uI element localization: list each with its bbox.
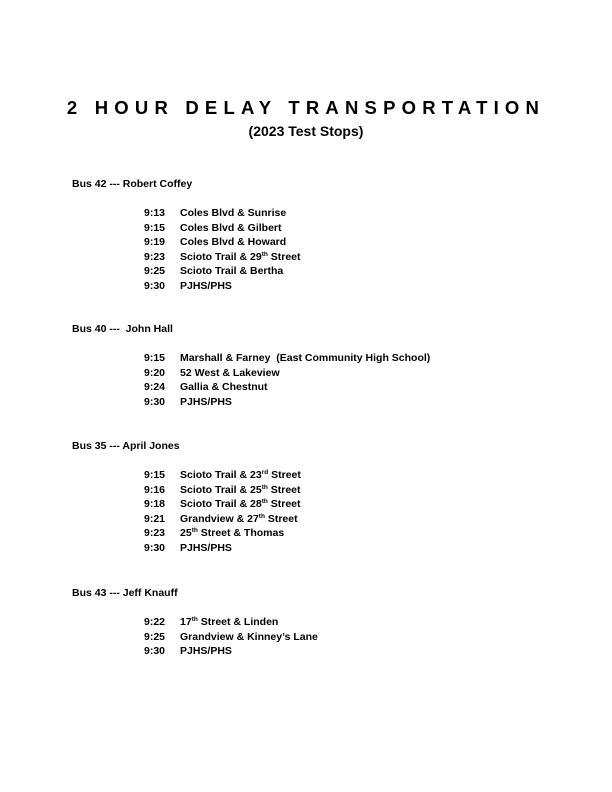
stop-time: 9:23: [144, 527, 166, 540]
stop-time: 9:20: [144, 366, 166, 379]
bus-header: Bus 43 --- Jeff Knauff: [72, 587, 178, 599]
stop-location: Marshall & Farney (East Community High School): [180, 352, 431, 364]
stop-row: [144, 235, 301, 250]
stop-list: [144, 615, 318, 659]
bus-section: [72, 586, 318, 659]
stop-location: 52 West & Lakeview: [180, 366, 280, 379]
stop-time: 9:30: [144, 645, 166, 658]
stop-row: [144, 512, 301, 527]
stop-row: [144, 250, 301, 265]
stop-time: 9:18: [144, 498, 166, 511]
stop-time: 9:30: [144, 541, 166, 554]
stop-time: 9:25: [144, 630, 166, 643]
stop-row: [144, 279, 301, 294]
stop-time: 9:25: [144, 265, 166, 278]
stop-row: [144, 630, 318, 645]
stop-list: [144, 351, 430, 409]
stop-location: Coles Blvd & Howard: [180, 236, 287, 249]
stop-time: 9:13: [144, 207, 166, 219]
stop-row: [144, 206, 301, 221]
stop-row: [144, 541, 301, 556]
bus-section: [72, 322, 430, 409]
stop-time: 9:21: [144, 512, 166, 525]
bus-header: Bus 35 --- April Jones: [72, 440, 180, 452]
bus-header: Bus 42 --- Robert Coffey: [72, 178, 193, 190]
page-subtitle: (2023 Test Stops): [248, 123, 364, 139]
stop-time: 9:30: [144, 395, 166, 408]
stop-location: Grandview & 27th Street: [180, 512, 298, 525]
stop-row: [144, 395, 430, 410]
stop-location: Scioto Trail & 23rd Street: [180, 469, 301, 481]
stop-time: 9:24: [144, 381, 166, 394]
stop-location: Scioto Trail & 29th Street: [180, 250, 301, 263]
stop-row: [144, 615, 318, 630]
stop-time: 9:30: [144, 279, 166, 292]
stop-list: [144, 468, 301, 556]
stop-location: 17th Street & Linden: [180, 616, 279, 628]
bus-section: [72, 439, 301, 556]
stop-row: [144, 468, 301, 483]
stop-location: PJHS/PHS: [180, 279, 232, 292]
stop-time: 9:15: [144, 469, 166, 481]
stop-time: 9:22: [144, 616, 166, 628]
stop-time: 9:15: [144, 352, 166, 364]
stop-row: [144, 380, 430, 395]
stop-time: 9:19: [144, 236, 166, 249]
stop-location: Scioto Trail & 25th Street: [180, 483, 301, 496]
stop-list: [144, 206, 301, 294]
stop-row: [144, 644, 318, 659]
stop-location: PJHS/PHS: [180, 395, 232, 408]
stop-location: Coles Blvd & Sunrise: [180, 207, 287, 219]
stop-row: [144, 351, 430, 366]
stop-location: Coles Blvd & Gilbert: [180, 221, 282, 234]
stop-row: [144, 497, 301, 512]
stop-location: Gallia & Chestnut: [180, 381, 268, 394]
stop-row: [144, 264, 301, 279]
stop-row: [144, 483, 301, 498]
stop-location: PJHS/PHS: [180, 541, 232, 554]
stop-time: 9:15: [144, 221, 166, 234]
page-title: 2 HOUR DELAY TRANSPORTATION: [66, 97, 546, 118]
stop-location: Scioto Trail & 28th Street: [180, 498, 301, 511]
stop-location: PJHS/PHS: [180, 645, 232, 658]
bus-header: Bus 40 --- John Hall: [72, 323, 173, 335]
stop-row: [144, 526, 301, 541]
stop-location: 25th Street & Thomas: [180, 527, 285, 540]
stop-row: [144, 221, 301, 236]
stop-row: [144, 366, 430, 381]
stop-time: 9:16: [144, 483, 166, 496]
bus-section: [72, 177, 301, 294]
stop-location: Grandview & Kinney’s Lane: [180, 630, 318, 643]
stop-time: 9:23: [144, 250, 166, 263]
stop-location: Scioto Trail & Bertha: [180, 265, 284, 278]
